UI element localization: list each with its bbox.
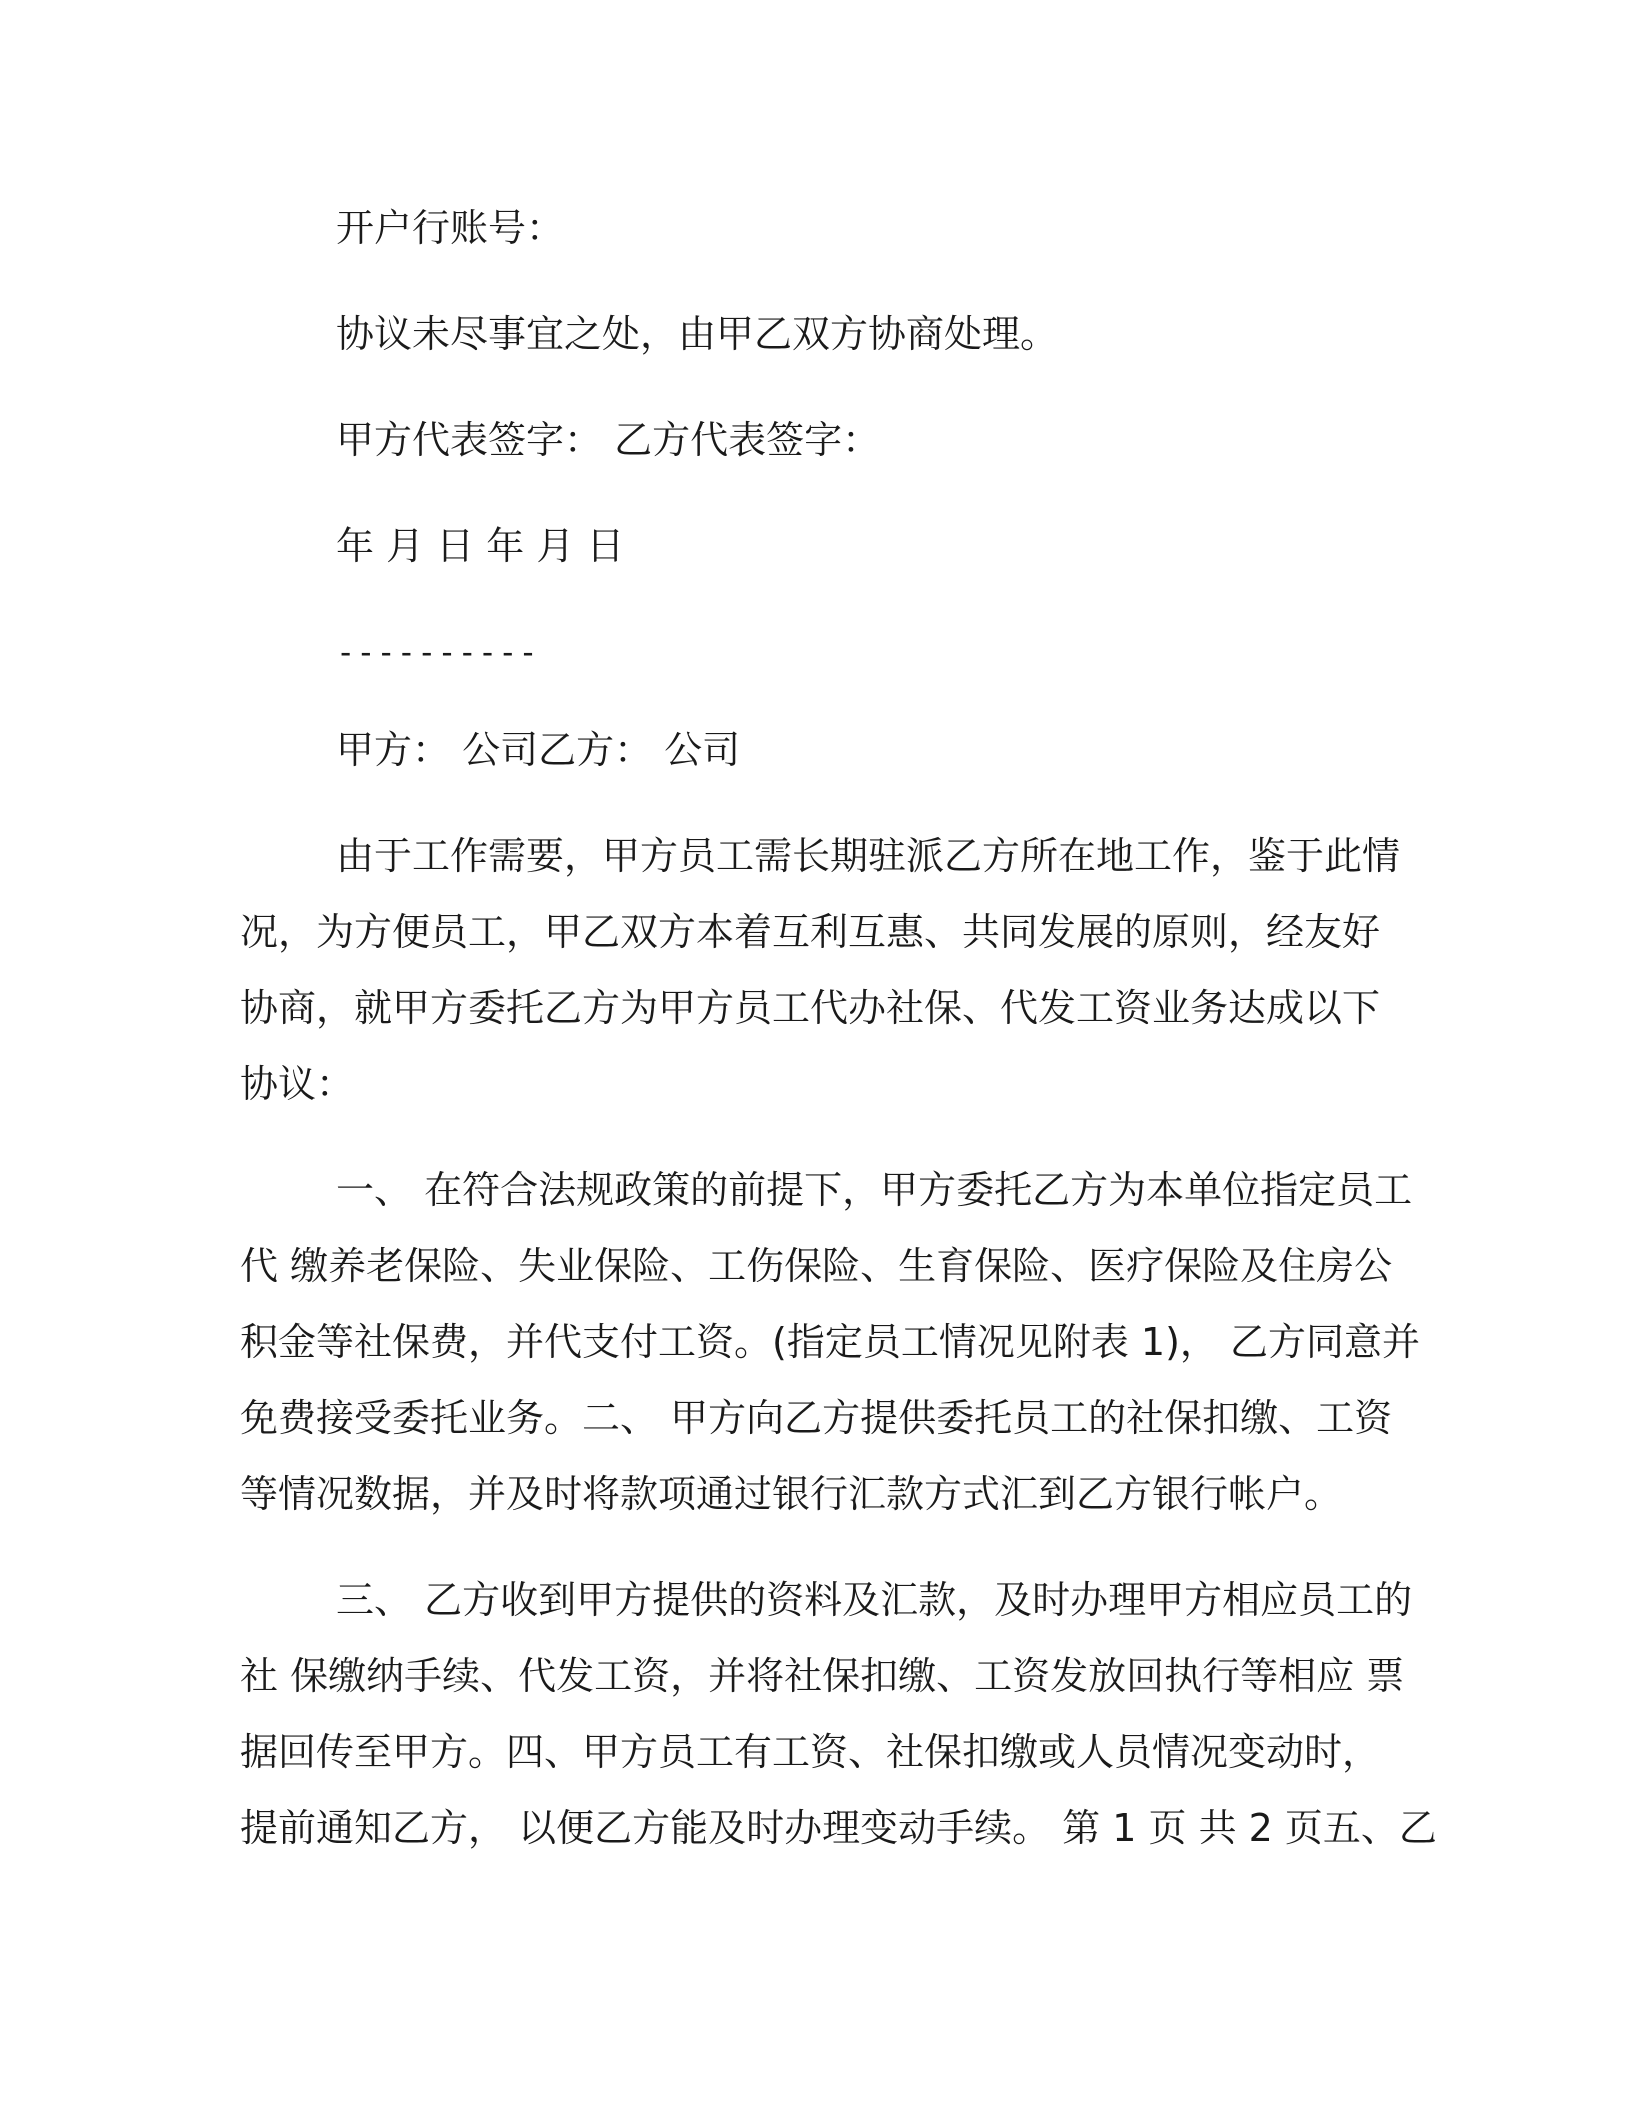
signatures-line: 甲方代表签字： 乙方代表签字： — [336, 418, 881, 462]
clause-line: 一、 在符合法规政策的前提下，甲方委托乙方为本单位指定员工 — [336, 1168, 1413, 1212]
clause-line: 三、 乙方收到甲方提供的资料及汇款，及时办理甲方相应员工的 — [336, 1578, 1413, 1622]
clause-line: 据回传至甲方。四、甲方员工有工资、社保扣缴或人员情况变动时， — [240, 1730, 1381, 1774]
clause-one-paragraph — [240, 1152, 1420, 1532]
intro-line: 协议： — [240, 1062, 355, 1106]
parties-paragraph — [240, 712, 1380, 788]
document-body — [240, 190, 1437, 1896]
parties-line: 甲方： 公司乙方： 公司 — [336, 728, 741, 772]
date-line: 年 月 日 年 月 日 — [336, 524, 625, 568]
bank-account-line: 开户行账号： — [336, 206, 565, 250]
intro-line: 由于工作需要，甲方员工需长期驻派乙方所在地工作，鉴于此情 — [336, 834, 1401, 878]
clause-line: 提前通知乙方， 以便乙方能及时办理变动手续。 第 1 页 共 2 页五、乙 — [240, 1806, 1437, 1850]
clause-line: 代 缴养老保险、失业保险、工伤保险、生育保险、医疗保险及住房公 — [240, 1244, 1393, 1288]
clause-line: 积金等社保费，并代支付工资。(指定员工情况见附表 1)， 乙方同意并 — [240, 1320, 1420, 1364]
intro-line: 协商，就甲方委托乙方为甲方员工代办社保、代发工资业务达成以下 — [240, 986, 1381, 1030]
intro-paragraph — [240, 818, 1401, 1122]
intro-line: 况，为方便员工，甲乙双方本着互利互惠、共同发展的原则，经友好 — [240, 910, 1381, 954]
clause-line: 等情况数据，并及时将款项通过银行汇款方式汇到乙方银行帐户。 — [240, 1472, 1343, 1516]
section-separator: ---------- — [336, 633, 539, 671]
signature-block — [240, 190, 1380, 584]
negotiation-clause-line: 协议未尽事宜之处，由甲乙双方协商处理。 — [336, 312, 1059, 356]
clause-line: 社 保缴纳手续、代发工资，并将社保扣缴、工资发放回执行等相应 票 — [240, 1654, 1405, 1698]
clause-three-paragraph — [240, 1562, 1437, 1866]
clause-line: 免费接受委托业务。二、 甲方向乙方提供委托员工的社保扣缴、工资 — [240, 1396, 1393, 1440]
